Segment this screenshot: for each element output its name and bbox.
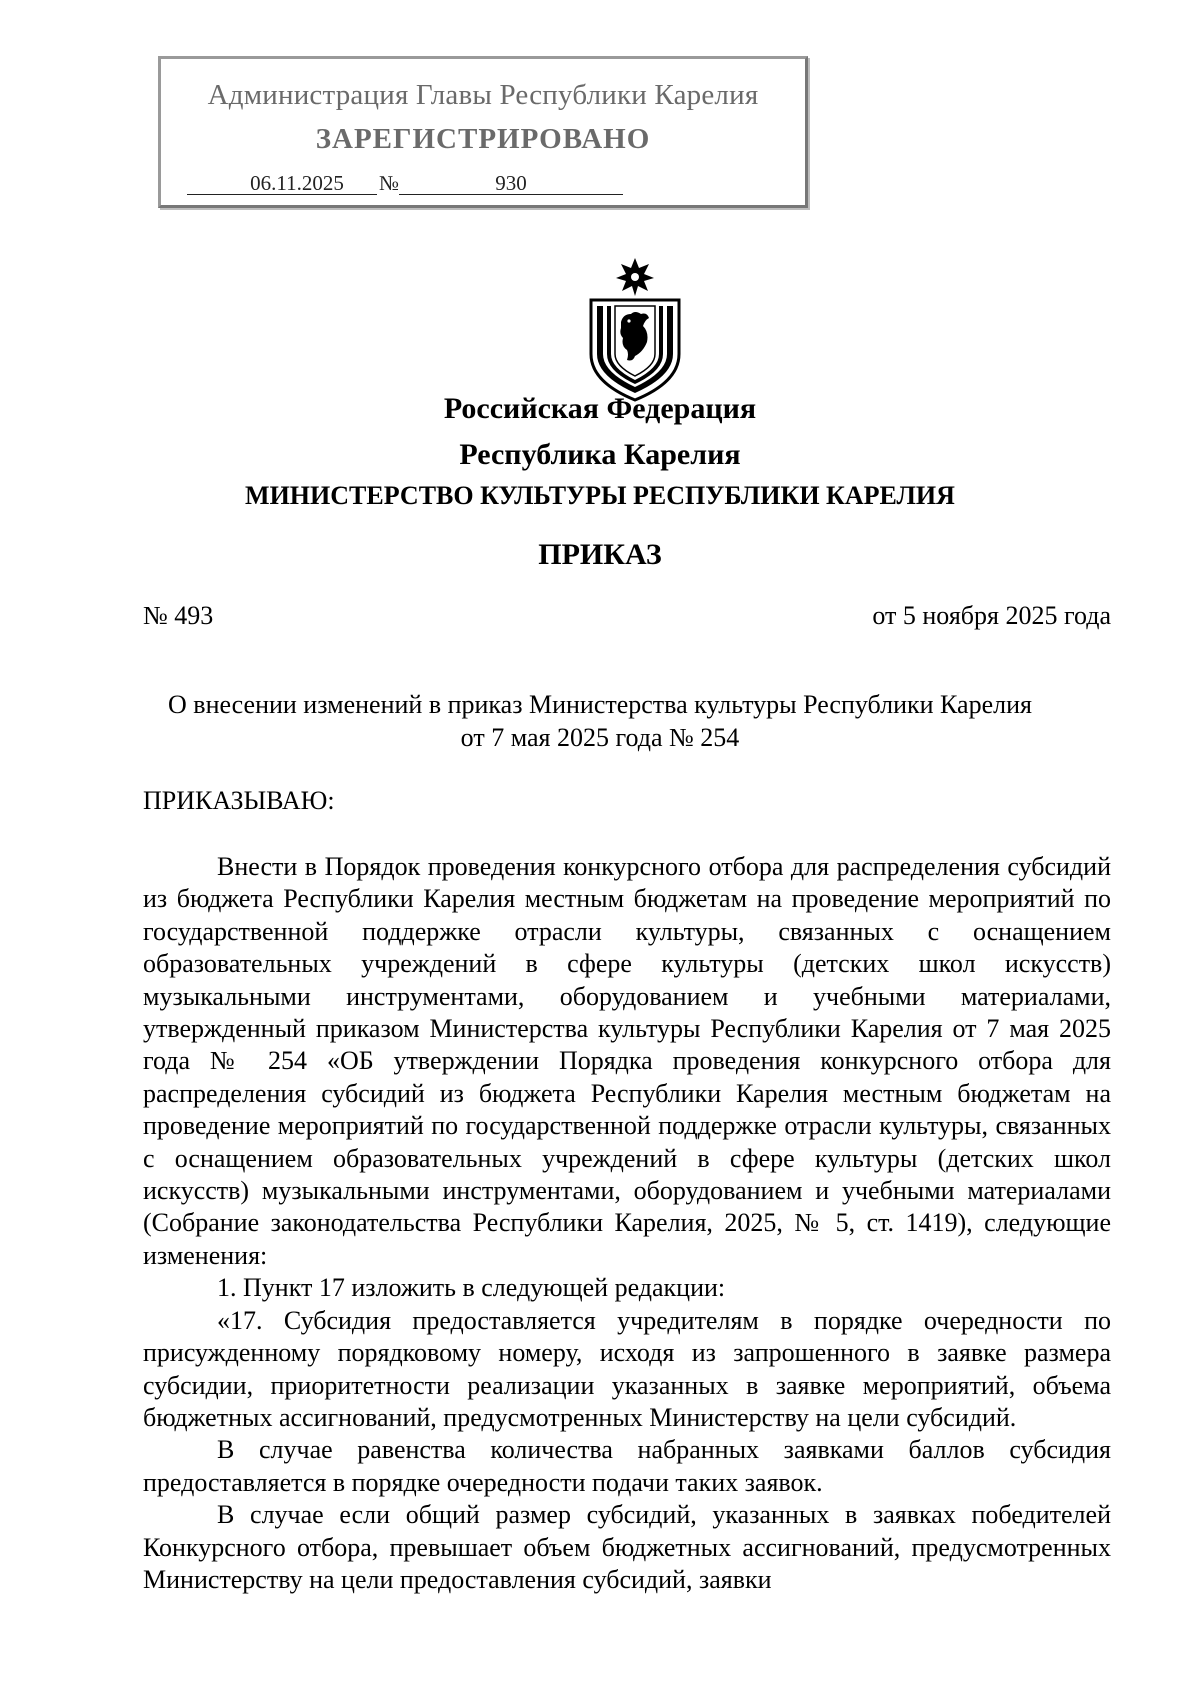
subject-line-2: от 7 мая 2025 года № 254 (460, 723, 740, 752)
stamp-status: ЗАРЕГИСТРИРОВАНО (315, 123, 651, 155)
stamp-number: 930 (399, 172, 623, 195)
body-paragraph: «17. Субсидия предоставляется учредителям в порядке очередности по присужденному порядковому номеру, исходя из запрошенного в заявке размера субсидии, приоритетности реализации указанных в заявке мероприятий, объема бюджетных ассигнований, предусмотренных Министерству на цели субсидий. (143, 1305, 1111, 1432)
order-number: № 493 (143, 601, 214, 630)
stamp-registration-row (187, 171, 623, 196)
header-country: Российская Федерация (443, 392, 757, 425)
document-type: ПРИКАЗ (538, 538, 662, 571)
header-ministry: МИНИСТЕРСТВО КУЛЬТУРЫ РЕСПУБЛИКИ КАРЕЛИЯ (245, 481, 955, 510)
subject-line-1: О внесении изменений в приказ Министерства культуры Республики Карелия (168, 690, 1032, 719)
body-paragraph: 1. Пункт 17 изложить в следующей редакции: (217, 1273, 726, 1303)
order-date: от 5 ноября 2025 года (872, 601, 1111, 630)
stamp-organization: Администрация Главы Республики Карелия (207, 79, 759, 111)
body-paragraph: В случае если общий размер субсидий, указанных в заявках победителей Конкурсного отбора, превышает объем бюджетных ассигнований, предусмотренных Министерству на цели предоставления субсидий, заявки (143, 1500, 1111, 1594)
registration-stamp (158, 56, 808, 208)
karelia-coat-of-arms-icon (583, 256, 687, 402)
order-word: ПРИКАЗЫВАЮ: (143, 786, 335, 815)
stamp-number-sign: № (379, 171, 400, 195)
body-paragraph: В случае равенства количества набранных заявками баллов субсидия предоставляется в порядке очередности подачи таких заявок. (143, 1435, 1111, 1497)
header-republic: Республика Карелия (459, 438, 741, 471)
document-body (143, 851, 1111, 1596)
body-paragraph: Внести в Порядок проведения конкурсного отбора для распределения субсидий из бюджета Республики Карелия местным бюджетам на проведение мероприятий по государственной поддержке отрасли культуры, связанных с оснащением образовательных учреждений в сфере культуры (детских школ искусств) музыкальными инструментами, оборудованием и учебными материалами, утвержденный приказом Министерства культуры Республики Карелия от 7 мая 2025 года № 254 «ОБ утверждении Порядка проведения конкурсного отбора для распределения субсидий из бюджета Республики Карелия местным бюджетам на проведение мероприятий по государственной поддержке отрасли культуры, связанных с оснащением образовательных учреждений в сфере культуры (детских школ искусств) музыкальными инструментами, оборудованием и учебными материалами (Собрание законодательства Республики Карелия, 2025, № 5, ст. 1419), следующие изменения: (143, 852, 1111, 1270)
stamp-date: 06.11.2025 (187, 172, 377, 195)
